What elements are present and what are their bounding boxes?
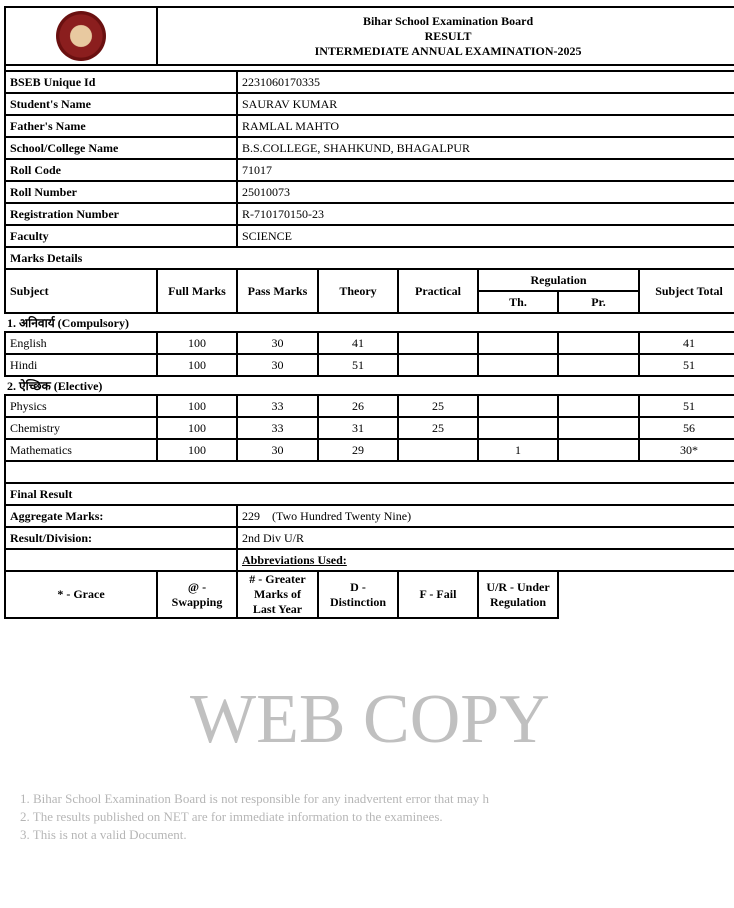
cell-theory: 51 xyxy=(318,354,398,376)
cell-full: 100 xyxy=(157,439,237,461)
cell-reg-pr xyxy=(558,354,639,376)
subject-row xyxy=(5,395,734,417)
cell-full: 100 xyxy=(157,417,237,439)
disclaimer-2: 2. The results published on NET are for immediate information to the examinees. xyxy=(20,809,443,824)
abbreviation-item: * - Grace xyxy=(5,571,157,618)
info-row xyxy=(5,137,734,159)
elective-section: 2. ऐच्छिक (Elective) xyxy=(5,376,734,395)
exam-title: INTERMEDIATE ANNUAL EXAMINATION-2025 xyxy=(314,43,582,58)
cell-reg-pr xyxy=(558,417,639,439)
info-label: Roll Number xyxy=(5,181,237,203)
info-value: 71017 xyxy=(237,159,734,181)
subject-row xyxy=(5,439,734,461)
cell-practical xyxy=(398,439,478,461)
aggregate-value xyxy=(237,505,734,527)
student-info xyxy=(5,71,734,247)
info-label: Roll Code xyxy=(5,159,237,181)
cell-full: 100 xyxy=(157,332,237,354)
info-value: SAURAV KUMAR xyxy=(237,93,734,115)
info-row xyxy=(5,93,734,115)
col-subject: Subject xyxy=(5,269,157,313)
cell-practical xyxy=(398,332,478,354)
col-full-marks: Full Marks xyxy=(157,269,237,313)
cell-pass: 30 xyxy=(237,439,318,461)
cell-total: 51 xyxy=(639,354,734,376)
blank-row xyxy=(5,461,734,483)
elective-rows xyxy=(5,395,734,461)
cell-reg-pr xyxy=(558,439,639,461)
info-label: Faculty xyxy=(5,225,237,247)
cell-full: 100 xyxy=(157,354,237,376)
cell-pass: 33 xyxy=(237,395,318,417)
disclaimer-1: 1. Bihar School Examination Board is not responsible for any inadvertent error that may h xyxy=(20,791,489,806)
cell-subject: Mathematics xyxy=(5,439,157,461)
info-row xyxy=(5,159,734,181)
cell-subject: Hindi xyxy=(5,354,157,376)
info-value: 2231060170335 xyxy=(237,71,734,93)
cell-practical: 25 xyxy=(398,417,478,439)
header xyxy=(157,7,734,65)
result-label: Result/Division: xyxy=(5,527,237,549)
abbreviation-item: F - Fail xyxy=(398,571,478,618)
info-row xyxy=(5,181,734,203)
result-table xyxy=(4,6,734,619)
abbreviations-title: Abbreviations Used: xyxy=(237,549,734,571)
aggregate-words: (Two Hundred Twenty Nine) xyxy=(272,508,412,523)
subject-row xyxy=(5,332,734,354)
disclaimer-3: 3. This is not a valid Document. xyxy=(20,827,187,842)
cell-practical xyxy=(398,354,478,376)
cell-reg-th xyxy=(478,332,558,354)
abbreviation-item: D - Distinction xyxy=(318,571,398,618)
abbreviation-item: U/R - Under Regulation xyxy=(478,571,558,618)
web-copy-watermark: WEB COPY xyxy=(190,681,550,758)
col-subject-total: Subject Total xyxy=(639,269,734,313)
result-title: RESULT xyxy=(424,28,472,43)
info-row xyxy=(5,71,734,93)
board-name: Bihar School Examination Board xyxy=(362,13,534,28)
info-row xyxy=(5,115,734,137)
bseb-logo xyxy=(56,11,106,61)
info-label: Father's Name xyxy=(5,115,237,137)
cell-total: 30* xyxy=(639,439,734,461)
cell-theory: 41 xyxy=(318,332,398,354)
cell-subject: Chemistry xyxy=(5,417,157,439)
cell-reg-th: 1 xyxy=(478,439,558,461)
cell-subject: Physics xyxy=(5,395,157,417)
cell-theory: 29 xyxy=(318,439,398,461)
info-value: R-710170150-23 xyxy=(237,203,734,225)
cell-reg-th xyxy=(478,417,558,439)
info-label: BSEB Unique Id xyxy=(5,71,237,93)
info-value: SCIENCE xyxy=(237,225,734,247)
compulsory-section: 1. अनिवार्य (Compulsory) xyxy=(5,313,734,332)
info-label: School/College Name xyxy=(5,137,237,159)
col-practical: Practical xyxy=(398,269,478,313)
final-result-title: Final Result xyxy=(5,483,734,505)
disclaimer-watermark xyxy=(20,790,489,844)
col-regulation: Regulation xyxy=(478,269,639,291)
cell-theory: 31 xyxy=(318,417,398,439)
cell-full: 100 xyxy=(157,395,237,417)
abbreviation-item: # - Greater Marks of Last Year xyxy=(237,571,318,618)
info-row xyxy=(5,203,734,225)
col-theory: Theory xyxy=(318,269,398,313)
cell-theory: 26 xyxy=(318,395,398,417)
cell-reg-th xyxy=(478,395,558,417)
info-label: Registration Number xyxy=(5,203,237,225)
result-value: 2nd Div U/R xyxy=(237,527,734,549)
cell-pass: 33 xyxy=(237,417,318,439)
aggregate-label: Aggregate Marks: xyxy=(5,505,237,527)
info-value: RAMLAL MAHTO xyxy=(237,115,734,137)
cell-total: 56 xyxy=(639,417,734,439)
cell-reg-pr xyxy=(558,332,639,354)
compulsory-rows xyxy=(5,332,734,376)
col-reg-th: Th. xyxy=(478,291,558,313)
abbrev-spacer xyxy=(5,549,237,571)
info-value: B.S.COLLEGE, SHAHKUND, BHAGALPUR xyxy=(237,137,734,159)
cell-reg-pr xyxy=(558,395,639,417)
cell-practical: 25 xyxy=(398,395,478,417)
cell-pass: 30 xyxy=(237,332,318,354)
cell-reg-th xyxy=(478,354,558,376)
info-value: 25010073 xyxy=(237,181,734,203)
marks-details-title: Marks Details xyxy=(5,247,734,269)
col-pass-marks: Pass Marks xyxy=(237,269,318,313)
cell-total: 51 xyxy=(639,395,734,417)
subject-row xyxy=(5,354,734,376)
abbreviation-item: @ - Swapping xyxy=(157,571,237,618)
subject-row xyxy=(5,417,734,439)
cell-subject: English xyxy=(5,332,157,354)
logo-cell xyxy=(5,7,157,65)
cell-pass: 30 xyxy=(237,354,318,376)
info-row xyxy=(5,225,734,247)
cell-total: 41 xyxy=(639,332,734,354)
info-label: Student's Name xyxy=(5,93,237,115)
abbreviations-row xyxy=(5,571,734,618)
aggregate-number: 229 xyxy=(242,508,260,523)
col-reg-pr: Pr. xyxy=(558,291,639,313)
